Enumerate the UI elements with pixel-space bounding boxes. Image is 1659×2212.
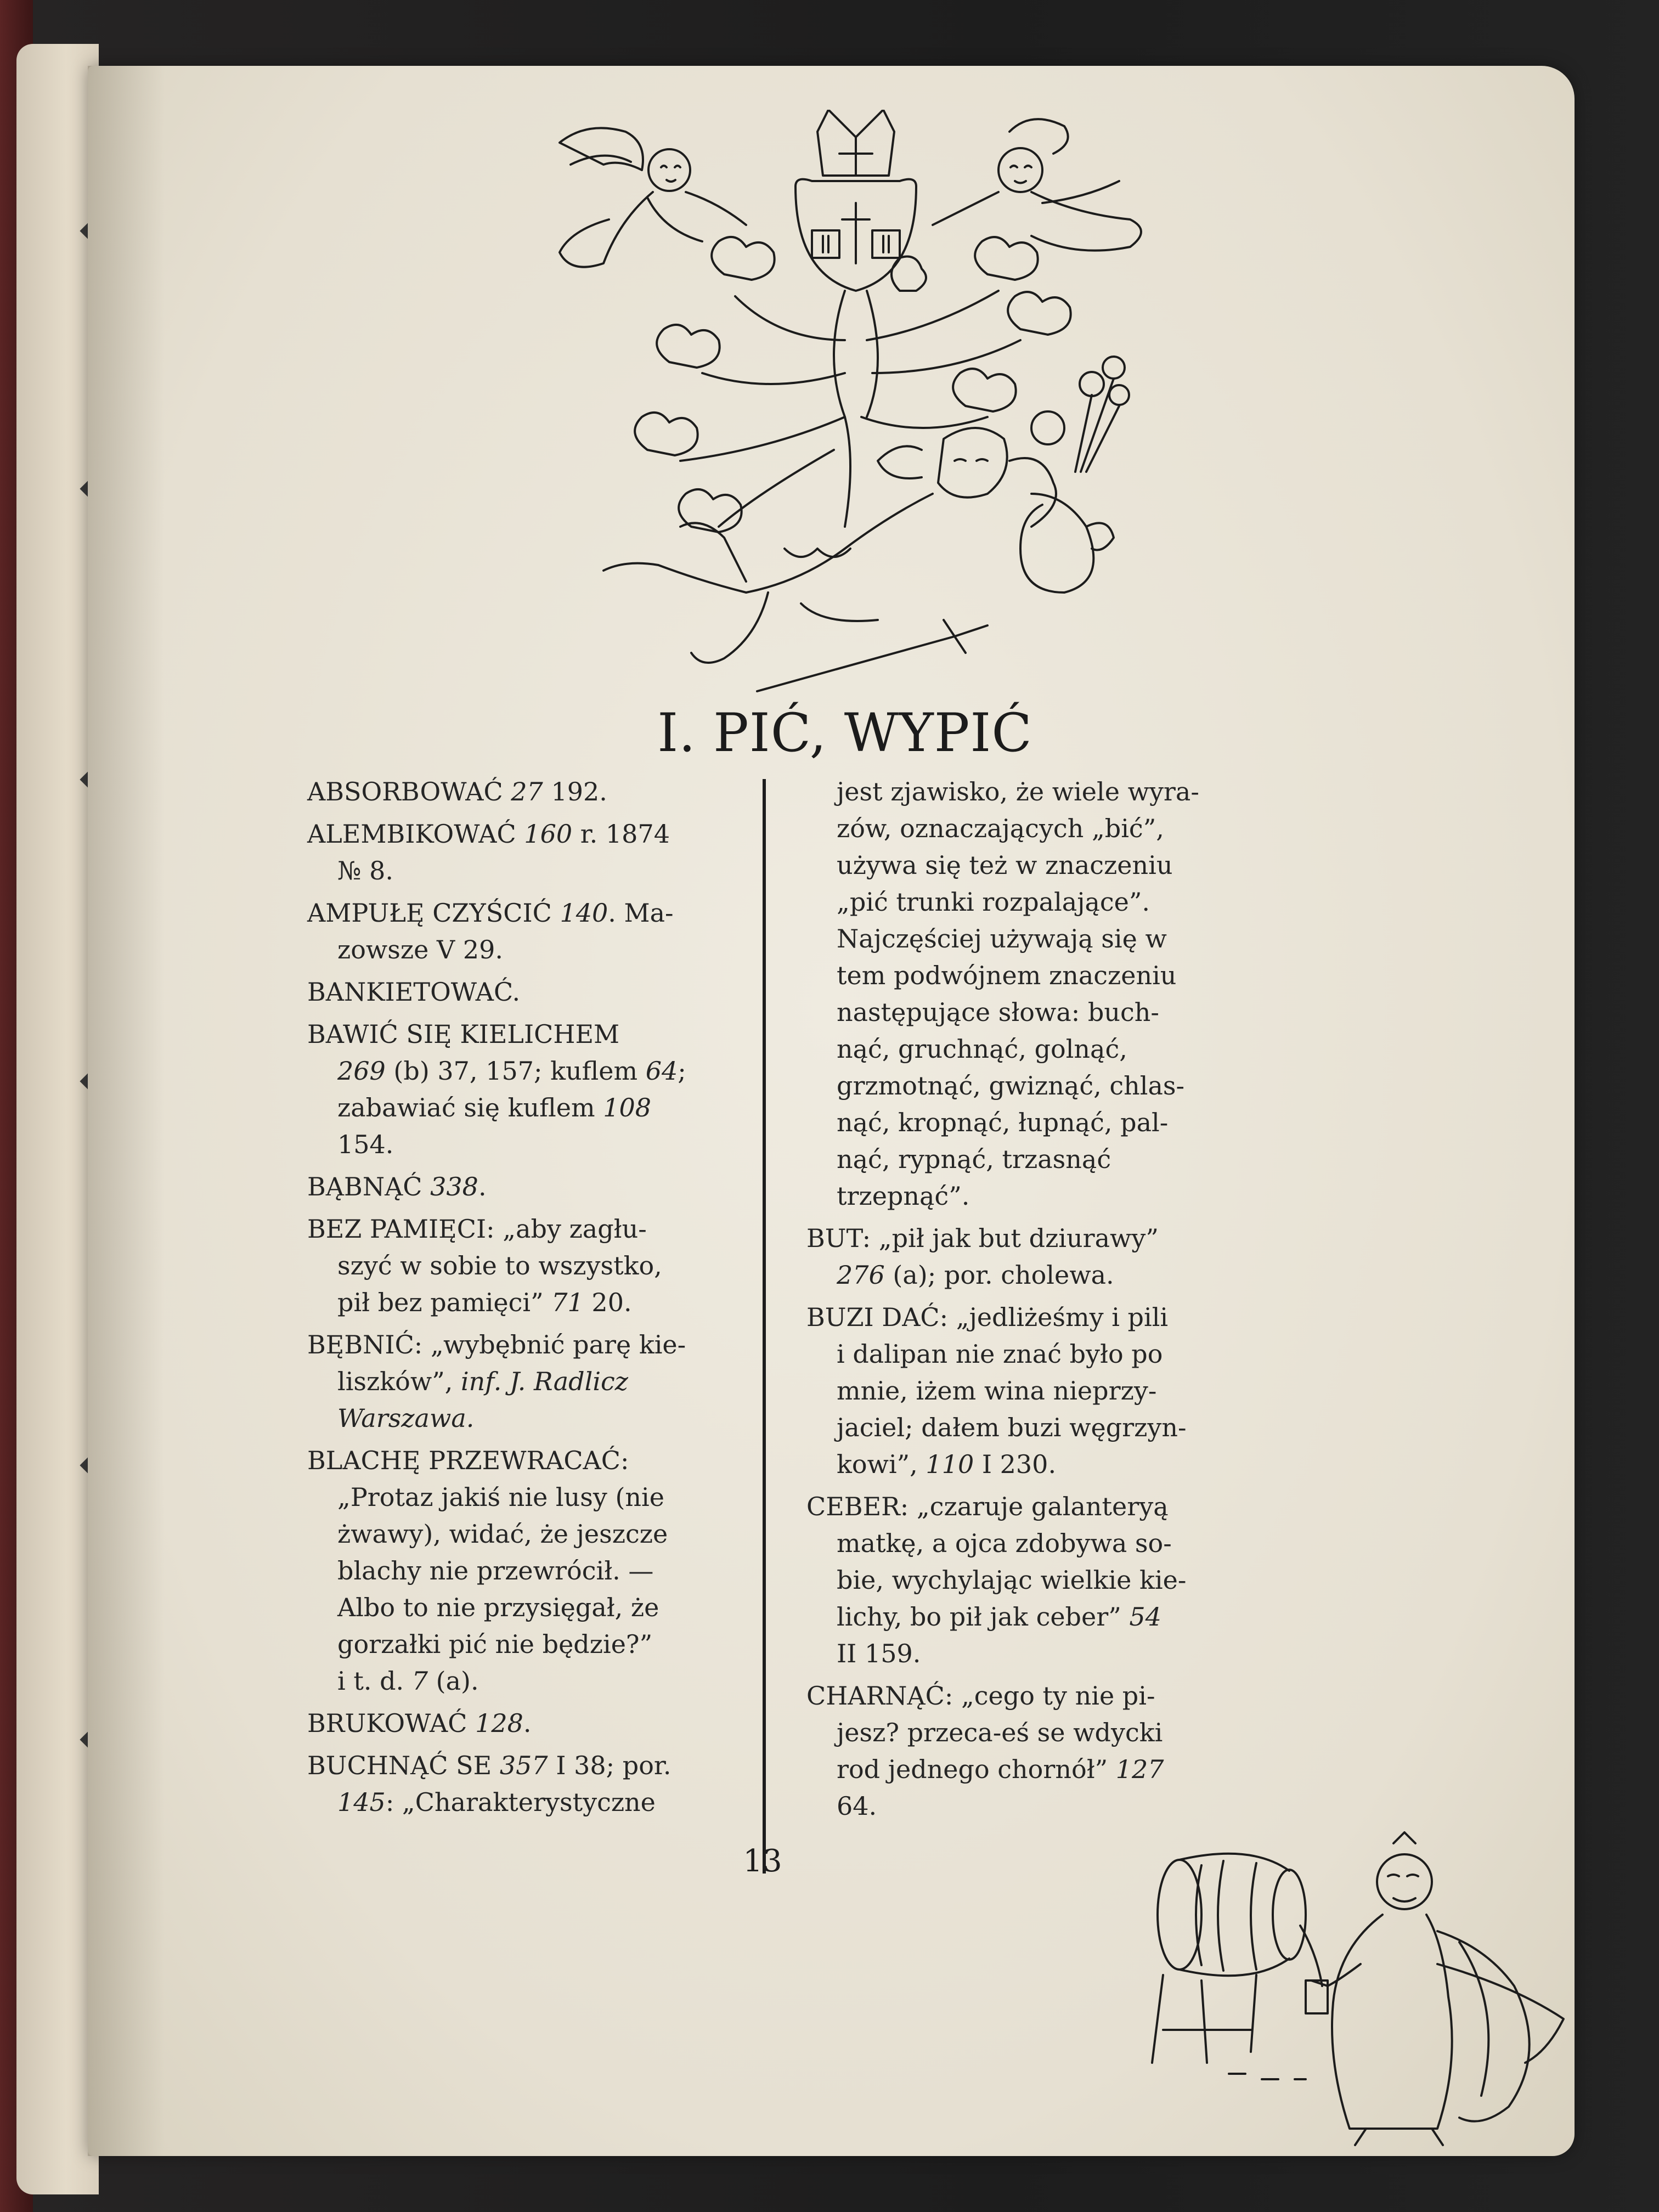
barrel-drawing (1152, 1854, 1322, 2063)
text-line (806, 1599, 1317, 1635)
text-line (307, 1479, 790, 1516)
text-fragment: BANKIETOWAĆ. (307, 977, 521, 1007)
text-fragment: następujące słowa: buch- (837, 997, 1159, 1027)
bottom-illustration (1130, 1821, 1585, 2162)
text-line (307, 1589, 790, 1626)
text-line (307, 1626, 790, 1663)
text-fragment: AMPUŁĘ CZYŚCIĆ (307, 898, 560, 928)
reference-number: 7 (411, 1666, 428, 1696)
reference-number: 357 (499, 1751, 548, 1780)
text-fragment: trzepnąć”. (837, 1181, 970, 1211)
text-line (307, 1284, 790, 1321)
text-fragment: . Ma- (608, 898, 674, 928)
text-line (806, 774, 1317, 810)
reference-number: 54 (1129, 1602, 1161, 1632)
text-line (806, 994, 1317, 1031)
text-fragment: liszków”, (337, 1367, 461, 1396)
left-page-edge (16, 44, 99, 2194)
text-fragment: 64. (837, 1791, 877, 1821)
text-fragment: (b) 37, 157; kuflem (385, 1056, 646, 1086)
text-fragment: jaciel; dałem buzi węgrzyn- (837, 1413, 1187, 1442)
text-fragment: BUT: „pił jak but dziurawy” (806, 1223, 1159, 1253)
text-fragment: żwawy), widać, że jeszcze (337, 1519, 668, 1549)
reference-number: 127 (1115, 1754, 1164, 1784)
text-fragment: Albo to nie przysięgał, że (337, 1593, 659, 1622)
text-fragment: CEBER: „czaruje galanteryą (806, 1492, 1169, 1521)
tree-drawing (635, 237, 1071, 532)
text-fragment: tem podwójnem znaczeniu (837, 961, 1177, 990)
text-line (806, 1141, 1317, 1178)
reference-number: inf. J. Radlicz (460, 1367, 629, 1396)
flower-bouquet-drawing (1075, 357, 1129, 472)
text-line (806, 1788, 1317, 1825)
reference-number: 160 (524, 819, 573, 849)
reference-number: 269 (337, 1056, 386, 1086)
page-number: 13 (743, 1843, 782, 1879)
text-line (307, 1400, 790, 1437)
text-fragment: szyć w sobie to wszystko, (337, 1251, 662, 1280)
text-fragment: matkę, a ojca zdobywa so- (837, 1528, 1172, 1558)
reference-number: 338 (430, 1172, 478, 1201)
text-line (806, 1031, 1317, 1068)
text-fragment: Najczęściej używają się w (837, 924, 1167, 953)
text-fragment: BEZ PAMIĘCI: „aby zagłu- (307, 1214, 647, 1244)
reference-number: 27 (511, 777, 543, 806)
reference-number: 71 (551, 1288, 584, 1317)
text-fragment: „pić trunki rozpalające”. (837, 887, 1150, 917)
text-line (806, 957, 1317, 994)
text-line (307, 853, 790, 889)
text-line (806, 1635, 1317, 1672)
text-line (806, 884, 1317, 921)
text-line (307, 1248, 790, 1284)
text-fragment: BUCHNĄĆ SE (307, 1751, 500, 1780)
text-fragment: pił bez pamięci” (337, 1288, 552, 1317)
text-fragment: ; (678, 1056, 686, 1086)
text-line (307, 1016, 790, 1053)
text-line (307, 774, 790, 810)
text-fragment: ALEMBIKOWAĆ (307, 819, 524, 849)
text-line (307, 1516, 790, 1553)
text-line (307, 974, 790, 1011)
text-line (307, 1363, 790, 1400)
text-fragment: zowsze V 29. (337, 935, 503, 964)
text-fragment: nąć, kropnąć, łupnąć, pal- (837, 1108, 1169, 1137)
text-fragment: zów, oznaczających „bić”, (837, 814, 1164, 843)
text-line (806, 1678, 1317, 1714)
text-fragment: CHARNĄĆ: „cego ty nie pi- (806, 1681, 1155, 1711)
text-fragment: 154. (337, 1130, 394, 1159)
text-line (806, 1488, 1317, 1525)
text-fragment: BLACHĘ PRZEWRACAĆ: (307, 1446, 629, 1475)
text-line (806, 847, 1317, 884)
text-fragment: jesz? przeca-eś se wdycki (837, 1718, 1163, 1747)
text-fragment: jest zjawisko, że wiele wyra- (837, 777, 1199, 806)
reference-number: 108 (603, 1093, 652, 1122)
text-fragment: II 159. (837, 1639, 921, 1668)
text-fragment: i t. d. (337, 1666, 412, 1696)
right-angel-drawing (933, 119, 1141, 251)
text-fragment: lichy, bo pił jak ceber” (837, 1602, 1130, 1632)
text-fragment: 20. (583, 1288, 632, 1317)
text-line (806, 1525, 1317, 1562)
text-fragment: ABSORBOWAĆ (307, 777, 511, 806)
text-line (806, 1714, 1317, 1751)
text-fragment: r. 1874 (572, 819, 670, 849)
left-angel-drawing (560, 128, 746, 267)
text-fragment: rod jednego chornół” (837, 1754, 1116, 1784)
text-line (307, 1211, 790, 1248)
text-fragment: I 38; por. (548, 1751, 672, 1780)
text-fragment: . (478, 1172, 487, 1201)
text-fragment: BĘBNIĆ: „wybębnić parę kie- (307, 1330, 686, 1359)
text-line (307, 1442, 790, 1479)
text-line (806, 1446, 1317, 1483)
text-line (307, 1090, 790, 1126)
text-line (806, 1373, 1317, 1409)
text-fragment: nąć, gruchnąć, golnąć, (837, 1034, 1127, 1064)
text-fragment: bie, wychylając wielkie kie- (837, 1565, 1187, 1595)
text-fragment: BRUKOWAĆ (307, 1708, 476, 1738)
text-line (806, 921, 1317, 957)
text-line (806, 1068, 1317, 1104)
text-line (307, 895, 790, 932)
text-fragment: № 8. (337, 856, 394, 885)
reference-number: 110 (926, 1449, 974, 1479)
text-fragment: blachy nie przewrócił. — (337, 1556, 654, 1585)
text-line (806, 1220, 1317, 1257)
text-fragment: . (523, 1708, 532, 1738)
text-line (806, 1562, 1317, 1599)
text-line (307, 1126, 790, 1163)
text-line (307, 1327, 790, 1363)
text-line (806, 810, 1317, 847)
text-line (806, 1409, 1317, 1446)
text-fragment: kowi”, (837, 1449, 926, 1479)
text-line (806, 1299, 1317, 1336)
reference-number: 276 (837, 1260, 885, 1290)
text-line (806, 1751, 1317, 1788)
text-line (806, 1336, 1317, 1373)
column-divider-rule (763, 779, 766, 1874)
text-fragment: BUZI DAĆ: „jedliżeśmy i pili (806, 1302, 1169, 1332)
text-line (806, 1257, 1317, 1294)
top-illustration (538, 110, 1174, 702)
text-fragment: BAWIĆ SIĘ KIELICHEM (307, 1019, 620, 1049)
text-fragment: używa się też w znaczeniu (837, 850, 1173, 880)
text-fragment: grzmotnąć, gwiznąć, chlas- (837, 1071, 1185, 1101)
sword-drawing (757, 620, 988, 691)
reference-number: 64 (645, 1056, 678, 1086)
text-line (307, 1169, 790, 1205)
text-fragment: „Protaz jakiś nie lusy (nie (337, 1482, 664, 1512)
text-fragment: gorzałki pić nie będzie?” (337, 1629, 653, 1659)
reference-number: 140 (560, 898, 608, 928)
book-page (88, 66, 1575, 2156)
text-fragment: mnie, iżem wina nieprzy- (837, 1376, 1157, 1406)
text-fragment: zabawiać się kuflem (337, 1093, 603, 1122)
text-line (307, 1747, 790, 1784)
text-fragment: nąć, rypnąć, trzasnąć (837, 1144, 1111, 1174)
text-line (307, 1053, 790, 1090)
text-line (307, 932, 790, 968)
text-line (307, 1784, 790, 1821)
text-fragment: : „Charakterystyczne (385, 1787, 656, 1817)
text-fragment: 192. (543, 777, 607, 806)
reference-number: 128 (475, 1708, 523, 1738)
text-fragment: (a); por. cholewa. (884, 1260, 1114, 1290)
text-fragment: (a). (428, 1666, 479, 1696)
left-text-column (307, 774, 790, 1821)
text-fragment: i dalipan nie znać było po (837, 1339, 1163, 1369)
text-fragment: I 230. (974, 1449, 1057, 1479)
reference-number: Warszawa. (337, 1403, 475, 1433)
reclining-knight-drawing (603, 411, 1114, 663)
text-line (307, 1553, 790, 1589)
text-fragment: BĄBNĄĆ (307, 1172, 431, 1201)
text-line (307, 816, 790, 853)
chapter-title: I. PIĆ, WYPIĆ (657, 702, 1032, 764)
page-gutter-shadow (88, 66, 165, 2156)
text-line (307, 1663, 790, 1700)
text-line (806, 1104, 1317, 1141)
reference-number: 145 (337, 1787, 386, 1817)
coat-of-arms-drawing (795, 110, 916, 291)
text-line (806, 1178, 1317, 1215)
right-text-column (806, 774, 1317, 1825)
text-line (307, 1705, 790, 1742)
